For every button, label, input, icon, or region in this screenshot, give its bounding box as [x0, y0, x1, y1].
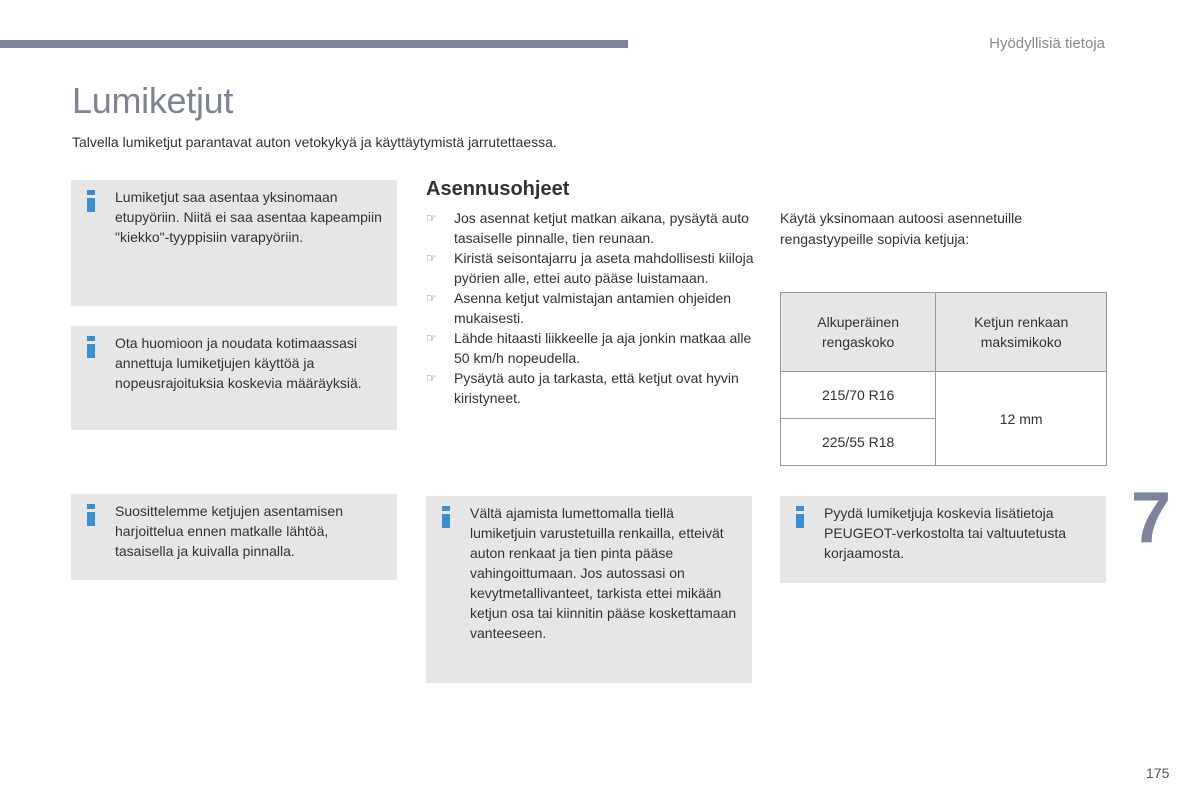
installation-step [426, 248, 756, 288]
installation-heading: Asennusohjeet [426, 178, 570, 200]
info-text: Pyydä lumiketjuja koskevia lisätietoja PEUGEOT-verkostolta tai valtuutetusta korjaamosta. [824, 505, 1066, 561]
info-icon [796, 506, 804, 528]
chapter-number: 7 [1131, 478, 1172, 558]
page-number: 175 [1146, 765, 1170, 781]
tyre-size-cell: 225/55 R18 [781, 419, 936, 466]
max-size-cell: 12 mm [936, 372, 1107, 466]
table-header-row [781, 293, 1107, 372]
page-title: Lumiketjut [72, 80, 234, 121]
info-box-dealer [780, 496, 1106, 583]
intro-text: Talvella lumiketjut parantavat auton vetokykyä ja käyttäytymistä jarrutettaessa. [72, 134, 557, 150]
pointing-hand-icon: ☞ [426, 251, 437, 265]
pointing-hand-icon: ☞ [426, 331, 437, 345]
step-text: Pysäytä auto ja tarkasta, että ketjut ovat hyvin kiristyneet. [454, 370, 739, 406]
installation-step [426, 288, 756, 328]
section-name: Hyödyllisiä tietoja [989, 35, 1105, 52]
info-box-practice [71, 494, 397, 580]
step-text: Kiristä seisontajarru ja aseta mahdollisesti kiiloja pyörien alle, ettei auto pääse luistamaan. [454, 250, 754, 286]
chain-fit-note: Käytä yksinomaan autoosi asennetuille rengastyypeille sopivia ketjuja: [780, 210, 1023, 247]
installation-step [426, 368, 756, 408]
tyre-size-cell: 215/70 R16 [781, 372, 936, 419]
header-original-size: Alkuperäinen rengaskoko [781, 293, 936, 372]
pointing-hand-icon: ☞ [426, 211, 437, 225]
header-rule [0, 40, 628, 48]
info-text: Vältä ajamista lumettomalla tiellä lumiketjuin varustetuilla renkailla, etteivät auton renkaat ja tien pinta pääse vahingoittumaan. Jos autossasi on kevytmetallivanteet, tarkista ettei mikään ketjun osa tai kiinnitin pääse koskettamaan vanteeseen. [470, 505, 737, 641]
step-text: Asenna ketjut valmistajan antamien ohjeiden mukaisesti. [454, 290, 732, 326]
info-icon [87, 190, 95, 212]
step-text: Lähde hitaasti liikkeelle ja aja jonkin matkaa alle 50 km/h nopeudella. [454, 330, 752, 366]
info-icon [87, 336, 95, 358]
tyre-size-table [780, 292, 1107, 466]
info-box-regulations [71, 326, 397, 430]
info-box-front-wheels [71, 180, 397, 306]
info-text: Suosittelemme ketjujen asentamisen harjoittelua ennen matkalle lähtöä, tasaisella ja kuivalla pinnalla. [115, 503, 344, 559]
step-text: Jos asennat ketjut matkan aikana, pysäytä auto tasaiselle pinnalle, tien reunaan. [454, 210, 749, 246]
info-text: Ota huomioon ja noudata kotimaassasi annettuja lumiketjujen käyttöä ja nopeusrajoituksia koskevia määräyksiä. [115, 335, 362, 391]
info-text: Lumiketjut saa asentaa yksinomaan etupyöriin. Niitä ei saa asentaa kapeampiin "kiekko"-tyyppisiin varapyöriin. [115, 189, 382, 245]
pointing-hand-icon: ☞ [426, 371, 437, 385]
table-row [781, 372, 1107, 419]
info-icon [87, 504, 95, 526]
info-box-snowless-roads [426, 496, 752, 683]
installation-step [426, 208, 756, 248]
pointing-hand-icon: ☞ [426, 291, 437, 305]
installation-steps [426, 208, 756, 408]
installation-step [426, 328, 756, 368]
header-max-size: Ketjun renkaan maksimikoko [936, 293, 1107, 372]
info-icon [442, 506, 450, 528]
